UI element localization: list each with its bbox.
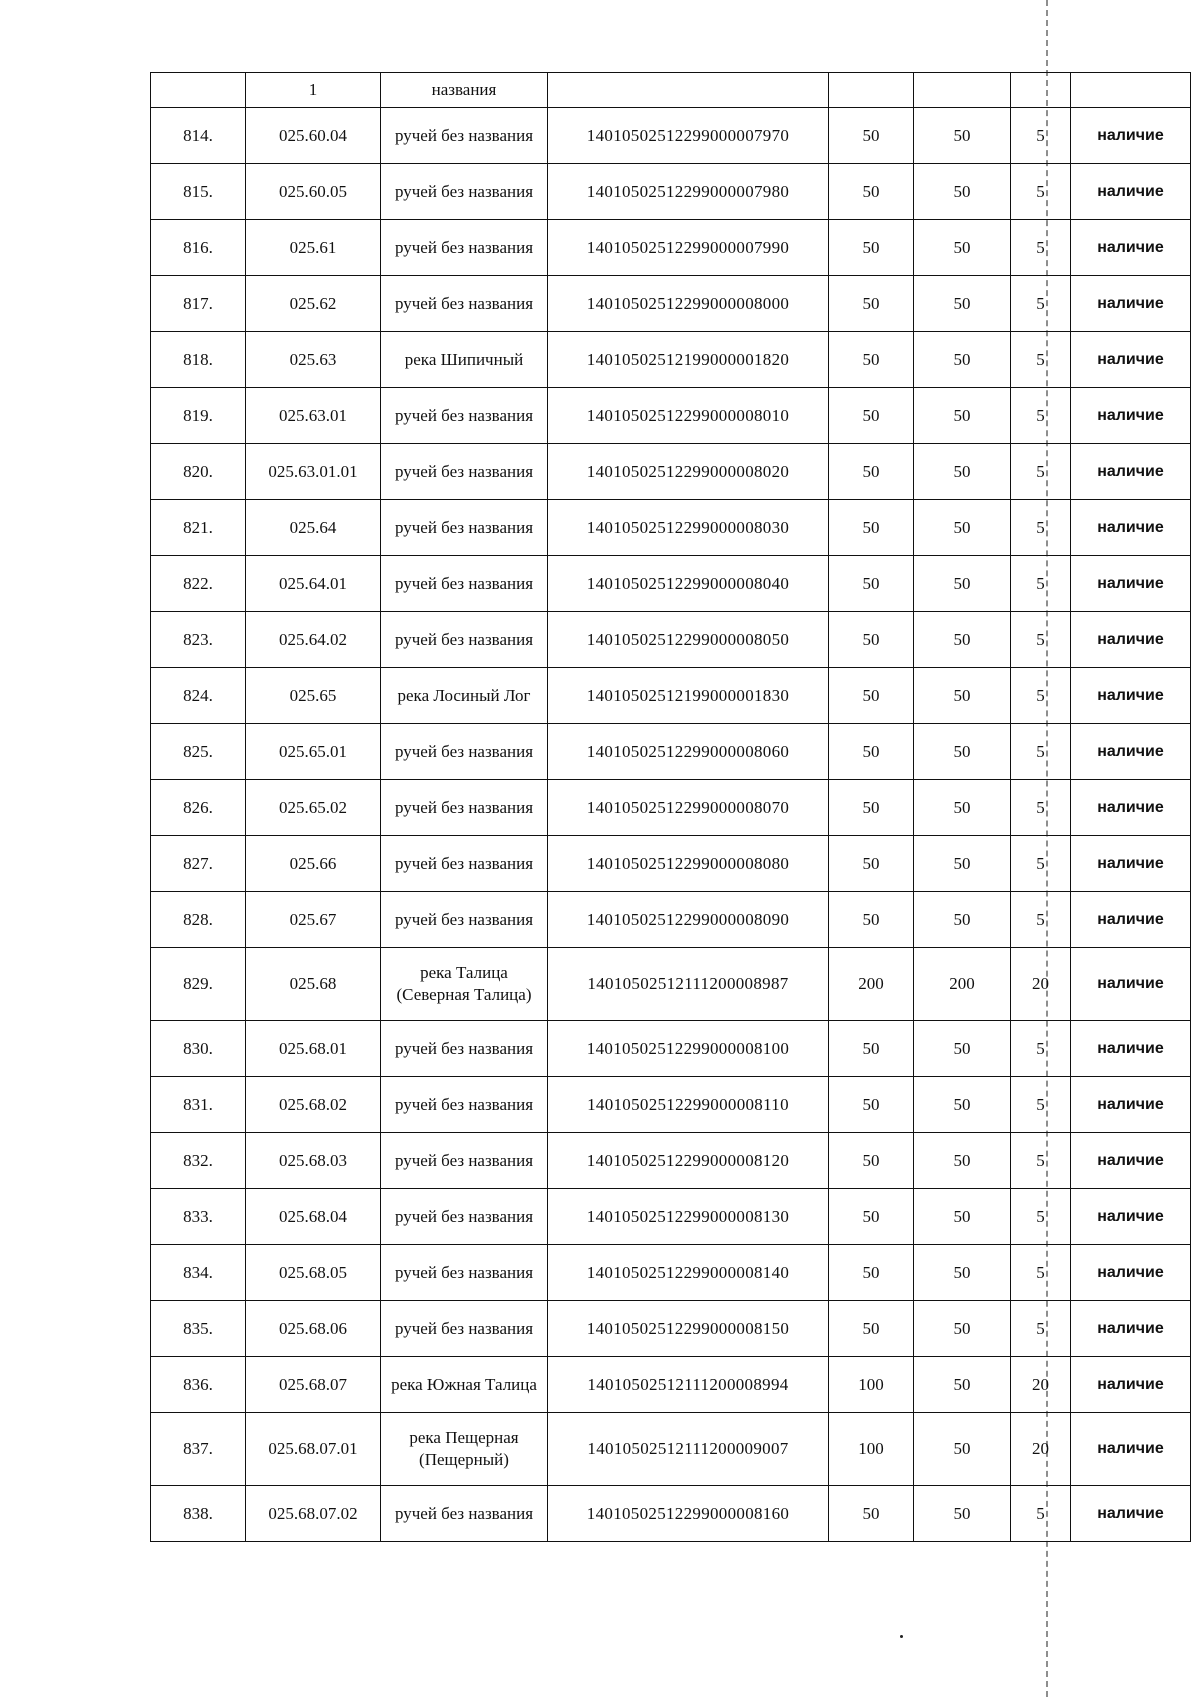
- row-value-a: 50: [829, 556, 914, 612]
- row-value-c: 5: [1011, 892, 1071, 948]
- row-value-c: 5: [1011, 164, 1071, 220]
- header-cell-c: [1011, 73, 1071, 108]
- row-value-c: 5: [1011, 836, 1071, 892]
- row-value-a: 50: [829, 1021, 914, 1077]
- table-row: [151, 1357, 1191, 1413]
- table-row: [151, 1021, 1191, 1077]
- table-row: [151, 612, 1191, 668]
- row-index: 827.: [151, 836, 246, 892]
- row-name: ручей без названия: [381, 276, 548, 332]
- row-code: 025.68.07: [246, 1357, 381, 1413]
- row-code: 025.68.07.02: [246, 1486, 381, 1542]
- row-registry-id: 14010502512299000008070: [548, 780, 829, 836]
- row-index: 823.: [151, 612, 246, 668]
- row-registry-id: 14010502512299000008120: [548, 1133, 829, 1189]
- table-row: [151, 444, 1191, 500]
- header-cell-index: [151, 73, 246, 108]
- row-code: 025.68.02: [246, 1077, 381, 1133]
- row-value-a: 50: [829, 780, 914, 836]
- row-value-b: 50: [914, 1189, 1011, 1245]
- header-cell-a: [829, 73, 914, 108]
- row-name: ручей без названия: [381, 108, 548, 164]
- row-value-a: 50: [829, 332, 914, 388]
- document-page: [150, 72, 1164, 1542]
- row-name: ручей без названия: [381, 164, 548, 220]
- row-status: наличие: [1071, 276, 1191, 332]
- row-code: 025.61: [246, 220, 381, 276]
- row-name: река Талица (Северная Талица): [381, 948, 548, 1021]
- row-status: наличие: [1071, 948, 1191, 1021]
- row-value-b: 50: [914, 332, 1011, 388]
- table-row: [151, 1077, 1191, 1133]
- row-name: ручей без названия: [381, 444, 548, 500]
- row-value-a: 50: [829, 1077, 914, 1133]
- row-registry-id: 14010502512111200008987: [548, 948, 829, 1021]
- table-row: [151, 668, 1191, 724]
- row-code: 025.64: [246, 500, 381, 556]
- row-index: 832.: [151, 1133, 246, 1189]
- row-name: ручей без названия: [381, 388, 548, 444]
- row-status: наличие: [1071, 332, 1191, 388]
- row-registry-id: 14010502512299000007980: [548, 164, 829, 220]
- row-code: 025.68.01: [246, 1021, 381, 1077]
- row-code: 025.68.06: [246, 1301, 381, 1357]
- row-value-b: 50: [914, 1486, 1011, 1542]
- row-registry-id: 14010502512299000008030: [548, 500, 829, 556]
- row-value-a: 50: [829, 724, 914, 780]
- row-index: 838.: [151, 1486, 246, 1542]
- row-value-c: 5: [1011, 332, 1071, 388]
- row-name: ручей без названия: [381, 1021, 548, 1077]
- row-name: ручей без названия: [381, 1189, 548, 1245]
- scan-speck: [900, 1635, 903, 1638]
- header-cell-status: [1071, 73, 1191, 108]
- row-status: наличие: [1071, 108, 1191, 164]
- row-name: ручей без названия: [381, 1245, 548, 1301]
- row-index: 836.: [151, 1357, 246, 1413]
- table-row: [151, 780, 1191, 836]
- row-registry-id: 14010502512299000008060: [548, 724, 829, 780]
- row-registry-id: 14010502512111200009007: [548, 1413, 829, 1486]
- row-value-b: 50: [914, 1301, 1011, 1357]
- row-name: река Южная Талица: [381, 1357, 548, 1413]
- row-status: наличие: [1071, 1133, 1191, 1189]
- row-value-c: 20: [1011, 1413, 1071, 1486]
- row-value-b: 50: [914, 836, 1011, 892]
- row-value-b: 50: [914, 1021, 1011, 1077]
- row-value-a: 100: [829, 1413, 914, 1486]
- header-cell-name: названия: [381, 73, 548, 108]
- row-value-a: 100: [829, 1357, 914, 1413]
- table-row: [151, 388, 1191, 444]
- header-cell-code: 1: [246, 73, 381, 108]
- row-status: наличие: [1071, 1245, 1191, 1301]
- row-registry-id: 14010502512299000008130: [548, 1189, 829, 1245]
- row-value-a: 50: [829, 108, 914, 164]
- row-index: 815.: [151, 164, 246, 220]
- row-value-a: 50: [829, 1189, 914, 1245]
- row-status: наличие: [1071, 1021, 1191, 1077]
- row-value-c: 5: [1011, 1077, 1071, 1133]
- row-index: 828.: [151, 892, 246, 948]
- row-status: наличие: [1071, 444, 1191, 500]
- row-value-b: 50: [914, 220, 1011, 276]
- row-registry-id: 14010502512299000008000: [548, 276, 829, 332]
- row-index: 830.: [151, 1021, 246, 1077]
- row-registry-id: 14010502512299000008040: [548, 556, 829, 612]
- row-index: 820.: [151, 444, 246, 500]
- row-value-b: 50: [914, 780, 1011, 836]
- row-value-b: 50: [914, 892, 1011, 948]
- row-value-b: 50: [914, 108, 1011, 164]
- row-code: 025.63.01.01: [246, 444, 381, 500]
- row-name: ручей без названия: [381, 556, 548, 612]
- table-body: [151, 73, 1191, 1542]
- row-value-b: 50: [914, 1413, 1011, 1486]
- row-value-a: 50: [829, 276, 914, 332]
- row-value-a: 50: [829, 444, 914, 500]
- row-value-b: 50: [914, 444, 1011, 500]
- row-registry-id: 14010502512299000008140: [548, 1245, 829, 1301]
- row-status: наличие: [1071, 164, 1191, 220]
- row-index: 824.: [151, 668, 246, 724]
- row-code: 025.64.01: [246, 556, 381, 612]
- row-index: 816.: [151, 220, 246, 276]
- row-value-c: 5: [1011, 1021, 1071, 1077]
- row-value-a: 50: [829, 1301, 914, 1357]
- row-index: 821.: [151, 500, 246, 556]
- row-value-c: 5: [1011, 1301, 1071, 1357]
- table-row: [151, 276, 1191, 332]
- row-value-b: 50: [914, 556, 1011, 612]
- table-row: [151, 164, 1191, 220]
- row-value-b: 200: [914, 948, 1011, 1021]
- row-code: 025.63.01: [246, 388, 381, 444]
- row-status: наличие: [1071, 836, 1191, 892]
- row-status: наличие: [1071, 1189, 1191, 1245]
- row-value-a: 50: [829, 612, 914, 668]
- table-row: [151, 1189, 1191, 1245]
- row-code: 025.65.01: [246, 724, 381, 780]
- row-index: 819.: [151, 388, 246, 444]
- header-cell-id: [548, 73, 829, 108]
- row-index: 826.: [151, 780, 246, 836]
- row-value-b: 50: [914, 1133, 1011, 1189]
- row-name: река Шипичный: [381, 332, 548, 388]
- row-value-c: 5: [1011, 668, 1071, 724]
- row-index: 814.: [151, 108, 246, 164]
- row-value-a: 50: [829, 1245, 914, 1301]
- table-row: [151, 1413, 1191, 1486]
- row-name: ручей без названия: [381, 500, 548, 556]
- row-code: 025.67: [246, 892, 381, 948]
- row-code: 025.60.05: [246, 164, 381, 220]
- row-name: ручей без названия: [381, 836, 548, 892]
- row-index: 829.: [151, 948, 246, 1021]
- row-status: наличие: [1071, 780, 1191, 836]
- row-name: река Пещерная (Пещерный): [381, 1413, 548, 1486]
- table-row: [151, 1486, 1191, 1542]
- row-status: наличие: [1071, 556, 1191, 612]
- row-registry-id: 14010502512299000008080: [548, 836, 829, 892]
- row-value-b: 50: [914, 388, 1011, 444]
- row-index: 834.: [151, 1245, 246, 1301]
- row-index: 822.: [151, 556, 246, 612]
- header-cell-b: [914, 73, 1011, 108]
- table-row: [151, 500, 1191, 556]
- row-name: ручей без названия: [381, 1077, 548, 1133]
- row-value-a: 50: [829, 164, 914, 220]
- table-row: [151, 1301, 1191, 1357]
- row-value-c: 5: [1011, 724, 1071, 780]
- row-index: 837.: [151, 1413, 246, 1486]
- row-registry-id: 14010502512299000008150: [548, 1301, 829, 1357]
- water-objects-table: [150, 72, 1191, 1542]
- row-value-c: 5: [1011, 1486, 1071, 1542]
- row-name: ручей без названия: [381, 1486, 548, 1542]
- row-value-a: 200: [829, 948, 914, 1021]
- row-value-c: 5: [1011, 500, 1071, 556]
- row-code: 025.64.02: [246, 612, 381, 668]
- row-name: ручей без названия: [381, 780, 548, 836]
- table-row: [151, 724, 1191, 780]
- row-name: ручей без названия: [381, 612, 548, 668]
- row-status: наличие: [1071, 1077, 1191, 1133]
- row-status: наличие: [1071, 388, 1191, 444]
- row-value-c: 20: [1011, 948, 1071, 1021]
- row-registry-id: 14010502512299000008090: [548, 892, 829, 948]
- row-value-c: 5: [1011, 556, 1071, 612]
- row-value-b: 50: [914, 1357, 1011, 1413]
- row-value-c: 5: [1011, 780, 1071, 836]
- row-name: река Лосиный Лог: [381, 668, 548, 724]
- row-registry-id: 14010502512299000008110: [548, 1077, 829, 1133]
- row-value-c: 5: [1011, 276, 1071, 332]
- row-value-c: 20: [1011, 1357, 1071, 1413]
- row-value-c: 5: [1011, 612, 1071, 668]
- row-status: наличие: [1071, 1413, 1191, 1486]
- row-registry-id: 14010502512299000008020: [548, 444, 829, 500]
- row-value-a: 50: [829, 668, 914, 724]
- row-code: 025.68: [246, 948, 381, 1021]
- row-value-c: 5: [1011, 1189, 1071, 1245]
- row-index: 817.: [151, 276, 246, 332]
- row-status: наличие: [1071, 1357, 1191, 1413]
- row-registry-id: 14010502512299000007970: [548, 108, 829, 164]
- row-code: 025.68.04: [246, 1189, 381, 1245]
- table-row: [151, 220, 1191, 276]
- row-name: ручей без названия: [381, 1301, 548, 1357]
- row-registry-id: 14010502512299000008100: [548, 1021, 829, 1077]
- row-status: наличие: [1071, 500, 1191, 556]
- row-status: наличие: [1071, 220, 1191, 276]
- table-header-row: [151, 73, 1191, 108]
- row-registry-id: 14010502512299000008010: [548, 388, 829, 444]
- row-value-c: 5: [1011, 220, 1071, 276]
- row-name: ручей без названия: [381, 220, 548, 276]
- row-status: наличие: [1071, 1486, 1191, 1542]
- table-row: [151, 836, 1191, 892]
- row-code: 025.65.02: [246, 780, 381, 836]
- table-row: [151, 332, 1191, 388]
- table-row: [151, 892, 1191, 948]
- row-registry-id: 14010502512111200008994: [548, 1357, 829, 1413]
- row-status: наличие: [1071, 668, 1191, 724]
- row-index: 835.: [151, 1301, 246, 1357]
- row-index: 818.: [151, 332, 246, 388]
- row-index: 825.: [151, 724, 246, 780]
- row-value-c: 5: [1011, 108, 1071, 164]
- row-code: 025.68.03: [246, 1133, 381, 1189]
- row-code: 025.68.05: [246, 1245, 381, 1301]
- row-registry-id: 14010502512199000001820: [548, 332, 829, 388]
- row-value-b: 50: [914, 276, 1011, 332]
- row-value-a: 50: [829, 500, 914, 556]
- row-registry-id: 14010502512299000008050: [548, 612, 829, 668]
- row-value-b: 50: [914, 1245, 1011, 1301]
- table-row: [151, 556, 1191, 612]
- row-name: ручей без названия: [381, 1133, 548, 1189]
- row-value-a: 50: [829, 220, 914, 276]
- row-status: наличие: [1071, 1301, 1191, 1357]
- row-index: 831.: [151, 1077, 246, 1133]
- row-value-c: 5: [1011, 1133, 1071, 1189]
- row-value-c: 5: [1011, 388, 1071, 444]
- row-code: 025.62: [246, 276, 381, 332]
- row-value-a: 50: [829, 1486, 914, 1542]
- row-value-c: 5: [1011, 1245, 1071, 1301]
- row-code: 025.60.04: [246, 108, 381, 164]
- row-value-a: 50: [829, 836, 914, 892]
- row-registry-id: 14010502512299000008160: [548, 1486, 829, 1542]
- row-registry-id: 14010502512199000001830: [548, 668, 829, 724]
- row-status: наличие: [1071, 724, 1191, 780]
- row-status: наличие: [1071, 892, 1191, 948]
- row-value-a: 50: [829, 1133, 914, 1189]
- row-code: 025.68.07.01: [246, 1413, 381, 1486]
- row-status: наличие: [1071, 612, 1191, 668]
- row-value-b: 50: [914, 612, 1011, 668]
- row-value-b: 50: [914, 500, 1011, 556]
- row-name: ручей без названия: [381, 724, 548, 780]
- row-code: 025.66: [246, 836, 381, 892]
- table-row: [151, 1245, 1191, 1301]
- table-row: [151, 948, 1191, 1021]
- row-value-b: 50: [914, 1077, 1011, 1133]
- row-value-b: 50: [914, 724, 1011, 780]
- row-value-a: 50: [829, 892, 914, 948]
- row-index: 833.: [151, 1189, 246, 1245]
- row-value-a: 50: [829, 388, 914, 444]
- row-value-c: 5: [1011, 444, 1071, 500]
- row-code: 025.65: [246, 668, 381, 724]
- row-code: 025.63: [246, 332, 381, 388]
- row-value-b: 50: [914, 164, 1011, 220]
- row-name: ручей без названия: [381, 892, 548, 948]
- table-row: [151, 1133, 1191, 1189]
- row-registry-id: 14010502512299000007990: [548, 220, 829, 276]
- table-row: [151, 108, 1191, 164]
- row-value-b: 50: [914, 668, 1011, 724]
